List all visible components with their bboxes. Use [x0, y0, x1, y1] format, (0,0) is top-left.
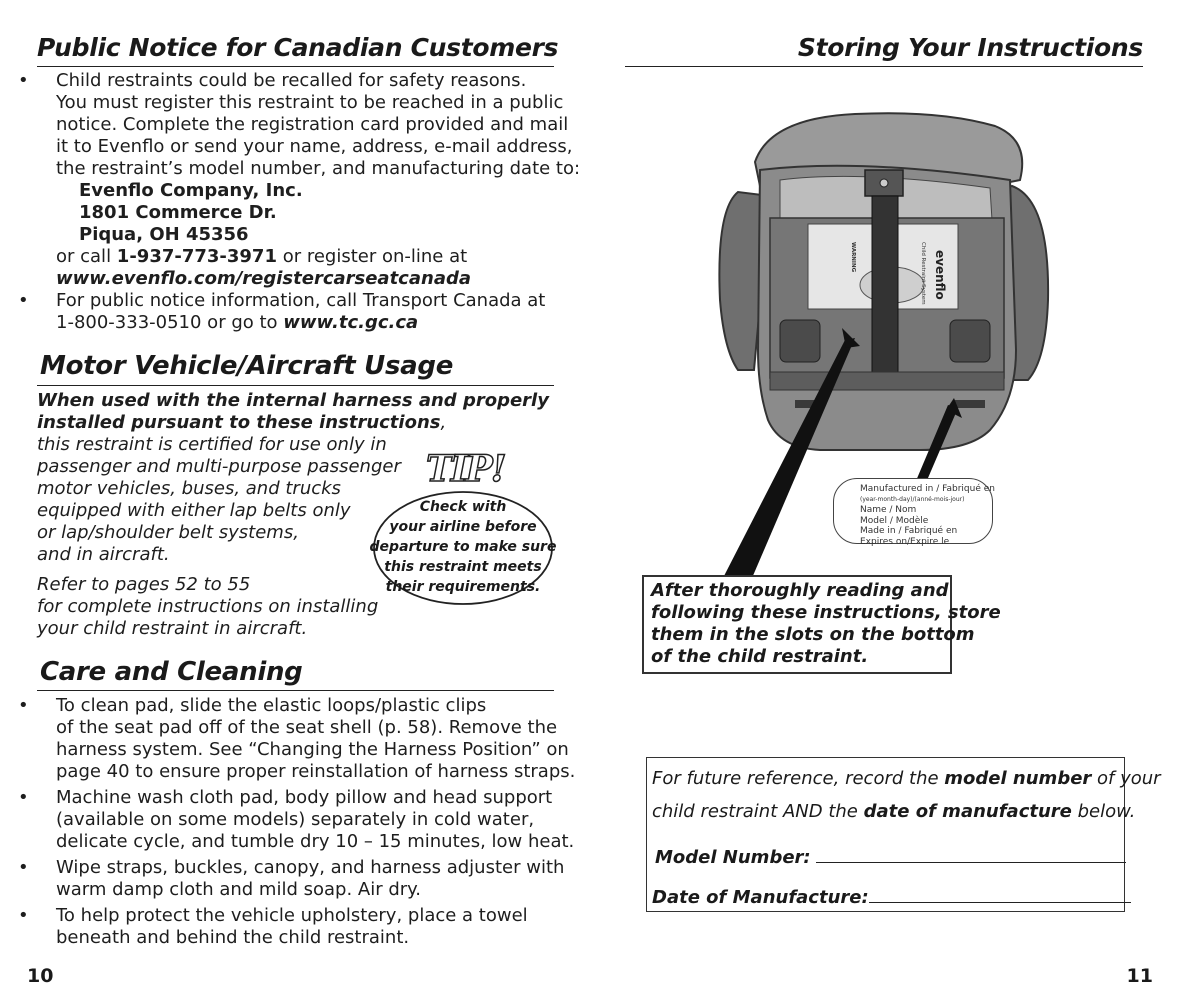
heading-rule: [37, 66, 554, 67]
text-line: the restraint’s model number, and manufacturing date to:: [56, 158, 581, 179]
bullet: •: [18, 695, 29, 716]
address-line: Piqua, OH 45356: [79, 224, 249, 245]
care-cleaning-body: [18, 695, 576, 949]
text-line: motor vehicles, buses, and trucks: [37, 478, 341, 499]
text-line: this restraint is certified for use only in: [37, 434, 387, 455]
text-line: following these instructions, store: [651, 602, 1001, 623]
text-line: To clean pad, slide the elastic loops/plastic clips: [56, 695, 487, 716]
record-reference-box: [646, 757, 1161, 912]
text-line: this restraint meets: [384, 559, 542, 575]
text: of your: [1091, 768, 1161, 789]
tip-callout: [368, 448, 558, 608]
text-line: Refer to pages 52 to 55: [37, 574, 251, 595]
text: child restraint AND the: [652, 801, 864, 822]
text-line: Wipe straps, buckles, canopy, and harness adjuster with: [56, 857, 565, 878]
text-line: departure to make sure: [369, 539, 557, 555]
text: or register on-line at: [276, 246, 468, 267]
seat-label-warning: WARNING: [850, 242, 856, 273]
text-line: for complete instructions on installing: [37, 596, 379, 617]
text-line: and in aircraft.: [37, 544, 170, 565]
address-line: Evenflo Company, Inc.: [79, 180, 303, 201]
text-line: equipped with either lap belts only: [37, 500, 351, 521]
text-line: passenger and multi-purpose passenger: [37, 456, 401, 477]
text-line: it to Evenflo or send your name, address, e-mail address,: [56, 136, 573, 157]
model-number-field[interactable]: [816, 842, 1126, 863]
text: ,: [440, 412, 447, 433]
text-line: When used with the internal harness and properly: [37, 390, 549, 411]
bullet: •: [18, 70, 29, 91]
date-of-manufacture-field[interactable]: [869, 882, 1131, 903]
text-line: delicate cycle, and tumble dry 10 – 15 minutes, low heat.: [56, 831, 575, 852]
text: or call: [56, 246, 117, 267]
text-line: [56, 246, 557, 268]
transport-canada-url[interactable]: www.tc.gc.ca: [283, 312, 419, 333]
text-line: or lap/shoulder belt systems,: [37, 522, 299, 543]
text: below.: [1071, 801, 1136, 822]
list-item: [18, 787, 575, 853]
text-line: After thoroughly reading and: [651, 580, 949, 601]
text-line: warm damp cloth and mild soap. Air dry.: [56, 879, 421, 900]
seat-label-brand: evenflo: [933, 250, 947, 300]
tip-text: [368, 497, 558, 597]
seat-label-subtitle: Child Restraint System: [920, 242, 926, 305]
text-line: page 40 to ensure proper reinstallation of harness straps.: [56, 761, 576, 782]
text: date of manufacture: [863, 801, 1072, 822]
label-line: Manufactured in / Fabriqué en: [860, 484, 995, 494]
text-line: [652, 795, 1136, 828]
label-line: Made in / Fabriqué en: [860, 526, 958, 536]
text-line: [56, 312, 557, 334]
text-line: them in the slots on the bottom: [651, 624, 975, 645]
list-item: [18, 290, 557, 334]
text-line: [652, 762, 1161, 795]
text-line: Machine wash cloth pad, body pillow and head support: [56, 787, 553, 808]
list-item: [18, 695, 576, 783]
text: model number: [944, 768, 1092, 789]
text-line: of the child restraint.: [651, 646, 869, 667]
text-line: Check with: [419, 499, 507, 515]
page-number-right: 11: [1126, 965, 1153, 987]
heading-rule: [37, 690, 554, 691]
text-line: notice. Complete the registration card provided and mail: [56, 114, 569, 135]
list-item: [18, 905, 557, 949]
text-line: your airline before: [389, 519, 537, 535]
list-item: [18, 70, 581, 290]
care-cleaning-heading: Care and Cleaning: [40, 657, 303, 687]
list-item: [18, 857, 565, 901]
text-line: To help protect the vehicle upholstery, place a towel: [56, 905, 528, 926]
label-line: Name / Nom: [860, 505, 917, 515]
bullet: •: [18, 905, 29, 926]
address-line: 1801 Commerce Dr.: [79, 202, 277, 223]
model-number-label: Model Number:: [655, 847, 811, 868]
bullet: •: [18, 290, 29, 311]
label-line: (year-month-day)/(anné-mois-jour): [860, 495, 965, 503]
date-of-manufacture-row: [652, 878, 1119, 918]
phone-number: 1-937-773-3971: [116, 246, 277, 267]
heading-rule: [37, 385, 554, 386]
heading-rule: [625, 66, 1143, 67]
tip-title: TIP!: [426, 448, 505, 490]
text-line: Child restraints could be recalled for safety reasons.: [56, 70, 527, 91]
label-line: Model / Modèle: [860, 515, 929, 526]
text: installed pursuant to these instructions: [37, 412, 441, 433]
registration-url[interactable]: www.evenflo.com/registercarseatcanada: [56, 268, 471, 289]
storing-instructions-heading: Storing Your Instructions: [797, 33, 1143, 62]
canadian-notice-body: [18, 70, 581, 334]
text-line: You must register this restraint to be reached in a public: [56, 92, 564, 113]
text-line: beneath and behind the child restraint.: [56, 927, 410, 948]
model-number-row: [652, 838, 1119, 878]
text-line: your child restraint in aircraft.: [37, 618, 308, 639]
text: 1-800-333-0510 or go to: [56, 312, 284, 333]
date-of-manufacture-label: Date of Manufacture:: [652, 887, 869, 908]
manufacture-label-plate: [833, 478, 995, 547]
label-line: Expires on/Expire le: [860, 536, 950, 547]
bullet: •: [18, 787, 29, 808]
text-line: (available on some models) separately in cold water,: [56, 809, 535, 830]
text-line: their requirements.: [385, 579, 541, 595]
text: For future reference, record the: [652, 768, 945, 789]
bullet: •: [18, 857, 29, 878]
text-line: of the seat pad off of the seat shell (p. 58). Remove the: [56, 717, 558, 738]
text-line: For public notice information, call Transport Canada at: [56, 290, 546, 311]
page-number-left: 10: [27, 965, 54, 987]
text-line: [37, 412, 447, 434]
store-instructions-callout: [642, 575, 1001, 674]
canadian-notice-heading: Public Notice for Canadian Customers: [37, 33, 559, 62]
text-line: harness system. See “Changing the Harness Position” on: [56, 739, 569, 760]
motor-vehicle-heading: Motor Vehicle/Aircraft Usage: [40, 351, 454, 381]
